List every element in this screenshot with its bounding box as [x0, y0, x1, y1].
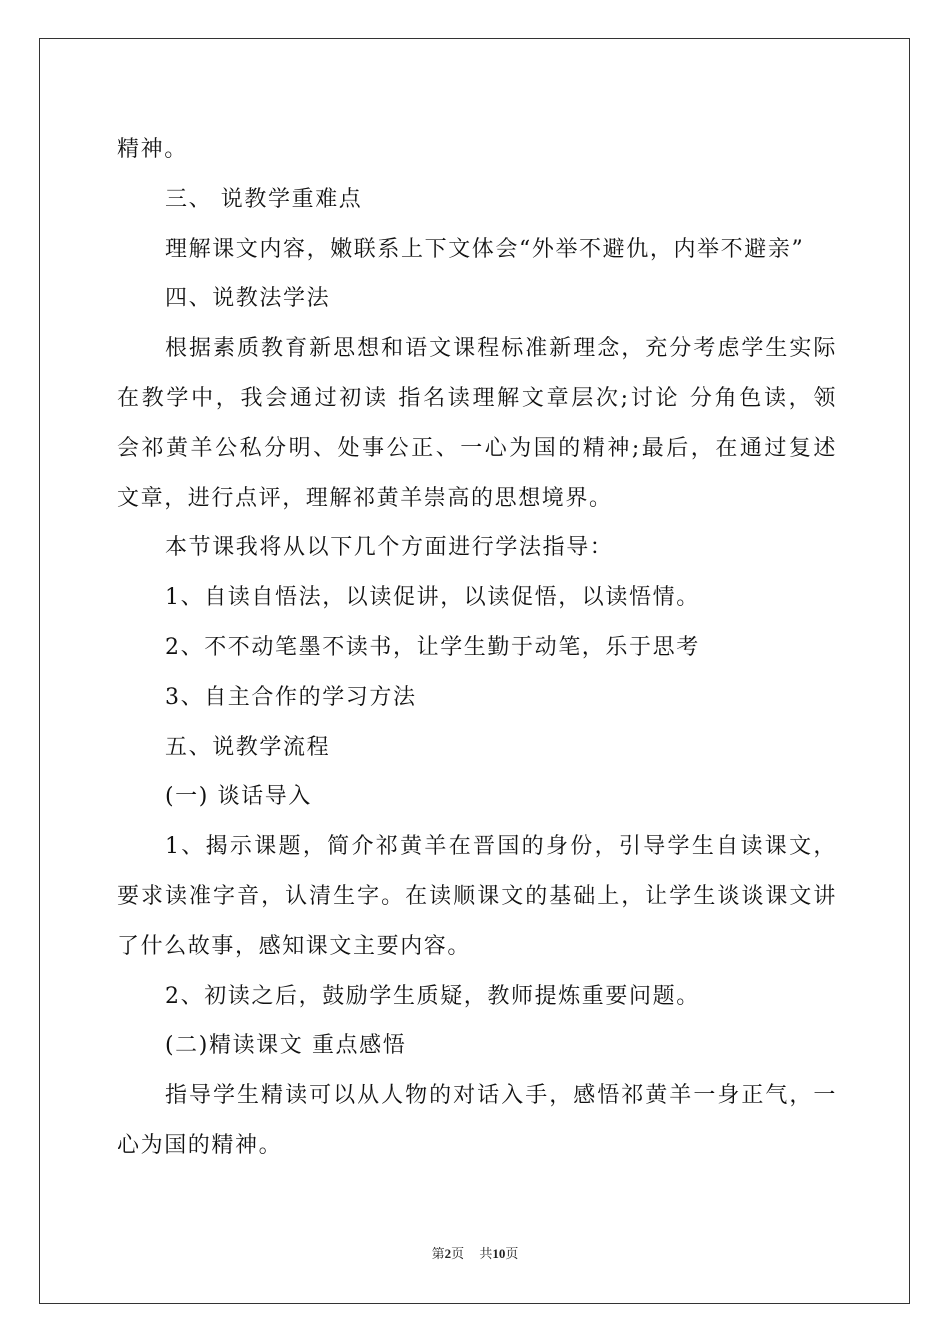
paragraph-line: 要求读准字音，认清生字。在读顺课文的基础上，让学生谈谈课文讲: [117, 883, 837, 909]
total-suffix: 页: [505, 1246, 519, 1261]
paragraph-line: 本节课我将从以下几个方面进行学法指导：: [165, 535, 614, 561]
paragraph-line: 1、揭示课题，简介祁黄羊在晋国的身份，引导学生自读课文，: [165, 834, 837, 860]
list-item: 2、不不动笔墨不读书，让学生勤于动笔，乐于思考: [165, 634, 700, 660]
list-item: 1、自读自悟法，以读促讲，以读促悟，以读悟情。: [165, 585, 700, 611]
total-prefix: 共: [479, 1246, 493, 1261]
section-heading: 五、说教学流程: [165, 734, 331, 760]
paragraph-line: 文章，进行点评，理解祁黄羊崇高的思想境界。: [117, 485, 613, 511]
total-pages: 10: [492, 1246, 506, 1261]
paragraph-line: 根据素质教育新思想和语文课程标准新理念，充分考虑学生实际: [165, 336, 837, 362]
page-prefix: 第: [431, 1246, 445, 1261]
section-heading: 四、说教法学法: [165, 286, 331, 312]
page-suffix: 页: [451, 1246, 465, 1261]
page-number: [432, 1246, 465, 1261]
document-body: [117, 125, 837, 1171]
page-footer: [0, 1243, 950, 1262]
subsection-heading: (一) 谈话导入: [165, 784, 312, 810]
paragraph-line: 心为国的精神。: [117, 1132, 283, 1158]
subsection-heading: (二)精读课文 重点感悟: [165, 1033, 407, 1059]
current-page: 2: [444, 1246, 452, 1261]
paragraph-line: 指导学生精读可以从人物的对话入手，感悟祁黄羊一身正气，一: [165, 1083, 837, 1109]
paragraph-line: 2、初读之后，鼓励学生质疑，教师提炼重要问题。: [165, 983, 700, 1009]
paragraph-line: 会祁黄羊公私分明、处事公正、一心为国的精神;最后，在通过复述: [117, 435, 837, 461]
section-heading: 三、 说教学重难点: [165, 186, 363, 212]
page-total: [479, 1246, 518, 1261]
paragraph-line: 精神。: [117, 137, 188, 162]
paragraph-line: 了什么故事，感知课文主要内容。: [117, 933, 472, 959]
paragraph-line: 在教学中，我会通过初读 指名读理解文章层次;讨论 分角色读，领: [117, 385, 837, 411]
list-item: 3、自主合作的学习方法: [165, 684, 417, 710]
paragraph-line: 理解课文内容，嫩联系上下文体会“外举不避仇，内举不避亲”: [165, 236, 805, 262]
